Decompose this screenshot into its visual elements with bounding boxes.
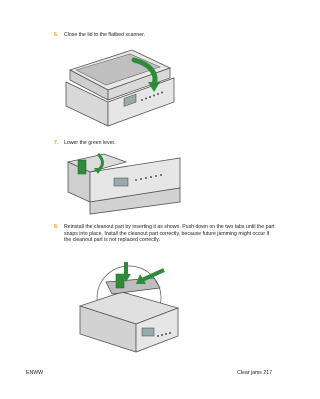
step-text: Reinstall the cleanout part by inserting it as shown. Push down on the two tabs until the part snaps into place. Install the cleanout part correctly, because future jamming might occur if the cleanout part is not replaced correctly. xyxy=(64,224,275,244)
green-lever-illustration xyxy=(64,152,184,217)
footer-right: Clear jams 217 xyxy=(237,370,272,376)
scanner-lid-closing-illustration xyxy=(62,42,177,134)
step-number: 6. xyxy=(54,32,59,38)
step-text: Close the lid to the flatbed scanner. xyxy=(64,32,146,38)
step-number: 8. xyxy=(54,224,59,230)
step-number: 7. xyxy=(54,140,59,146)
step-text: Lower the green lever. xyxy=(64,140,116,146)
reinstall-cleanout-illustration xyxy=(76,252,182,362)
footer-left: ENWW xyxy=(26,370,43,376)
